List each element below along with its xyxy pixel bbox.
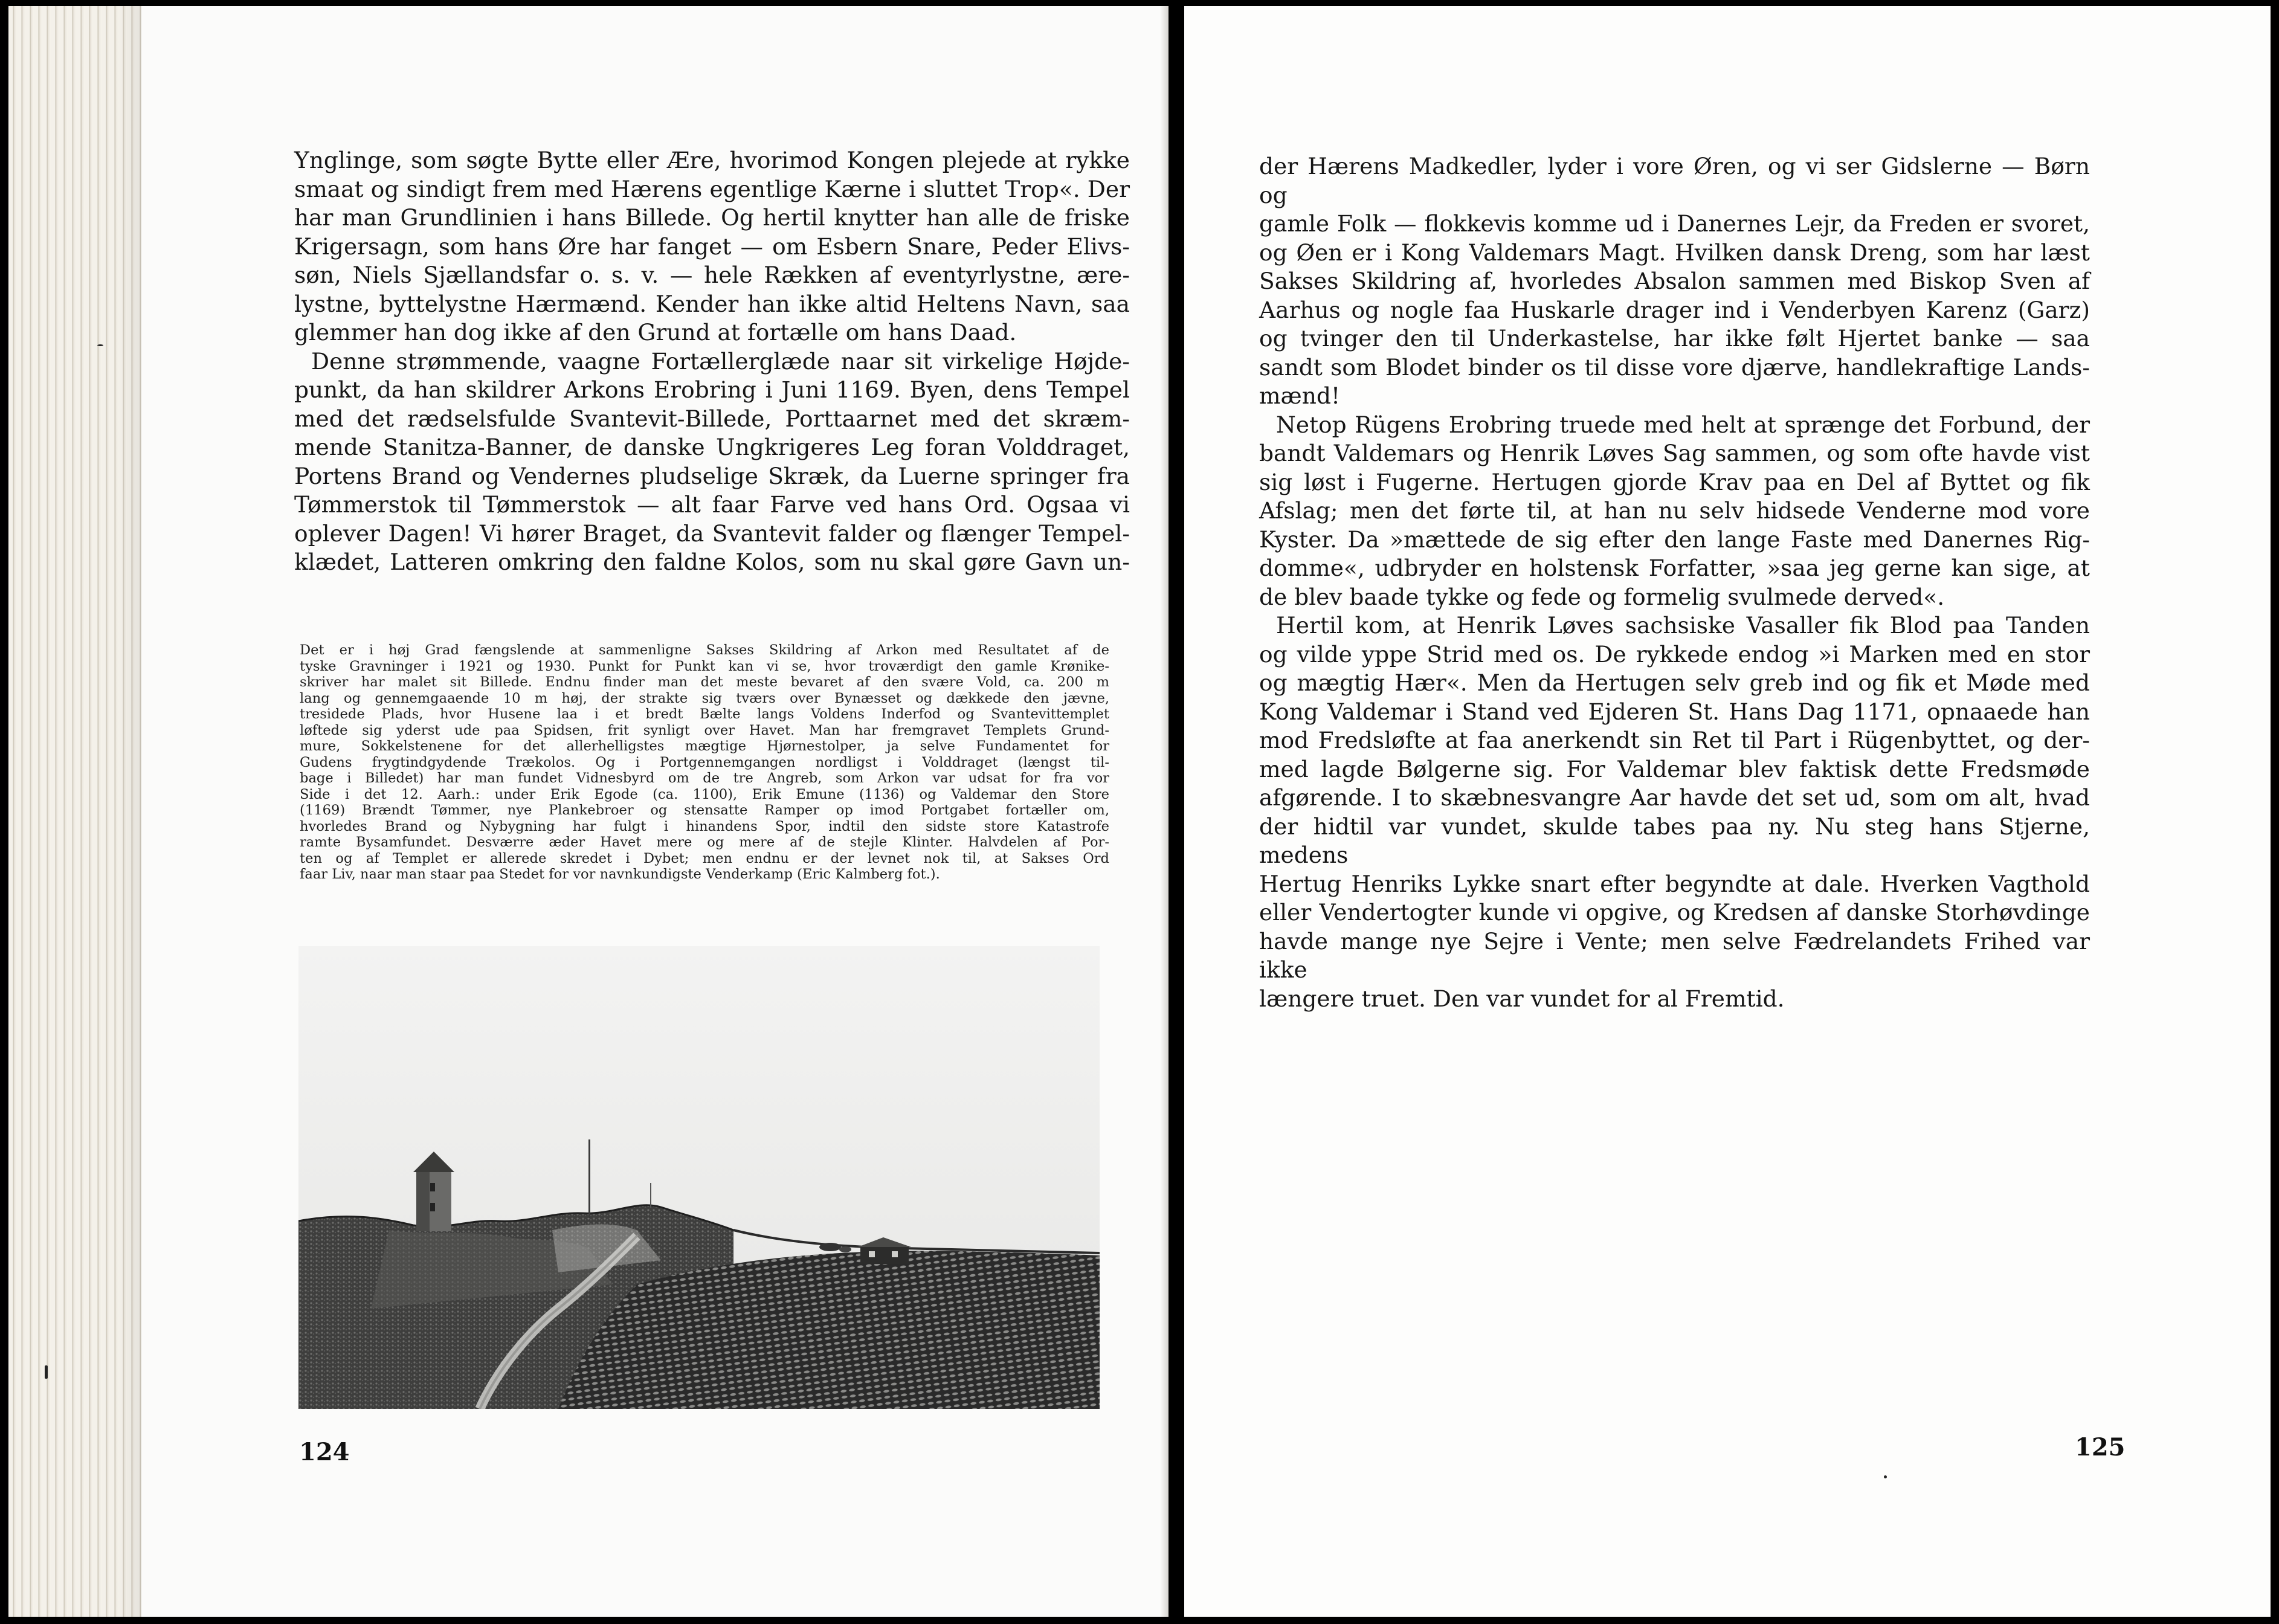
text-line: Aarhus og nogle faa Huskarle drager ind i Venderbyen Karenz (Garz) — [1259, 296, 2090, 323]
caption-line: ten og af Templet er allerede skredet i Dybet; men endnu er der levnet nok til, at Sakses Ord — [300, 850, 1109, 866]
text-line: har man Grundlinien i hans Billede. Og hertil knytter han alle de friske — [294, 204, 1130, 231]
caption-line: mure, Sokkelstenene for det allerhelligstes mægtige Hjørnestolper, ja selve Fundamentet for — [300, 738, 1109, 754]
text-line: med det rædselsfulde Svantevit-Billede, Porttaarnet med det skræm- — [294, 405, 1130, 432]
paper-speck — [45, 1365, 48, 1379]
text-line: Hertil kom, at Henrik Løves sachsiske Vasaller fik Blod paa Tanden — [1276, 612, 2090, 639]
gutter-shadow — [1160, 6, 1169, 1617]
text-line: havde mange nye Sejre i Vente; men selve Fædrelandets Frihed var ikke — [1259, 927, 2090, 983]
caption-line: tyske Gravninger i 1921 og 1930. Punkt for Punkt kan vi se, hvor troværdigt den gamle Krønike- — [300, 658, 1109, 674]
text-line: Afslag; men det førte til, at han nu selv hidsede Venderne mod vore — [1259, 497, 2090, 524]
text-line: Denne strømmende, vaagne Fortællerglæde naar sit virkelige Højde- — [311, 347, 1130, 375]
text-line: mod Fredsløfte at faa anerkendt sin Ret til Part i Rügenbyttet, og der- — [1259, 727, 2090, 753]
text-line: der Hærens Madkedler, lyder i vore Øren, og vi ser Gidslerne — Børn og — [1259, 153, 2090, 208]
text-line: der hidtil var vundet, skulde tabes paa ny. Nu steg hans Stjerne, medens — [1259, 813, 2090, 868]
paper-speck — [1884, 1475, 1887, 1478]
caption-line: bage i Billedet) har man fundet Vidnesbyrd om de tre Angreb, som Arkon var udsat for fra vor — [300, 770, 1109, 786]
text-line: Krigersagn, som hans Øre har fanget — om Esbern Snare, Peder Elivs- — [294, 233, 1130, 260]
caption-line: tresidede Plads, hvor Husene laa i et bredt Bælte langs Voldens Inderfod og Svantevittemplet — [300, 706, 1109, 722]
text-line: sig løst i Fugerne. Hertugen gjorde Krav paa en Del af Byttet og fik — [1259, 468, 2090, 495]
text-line: Netop Rügens Erobring truede med helt at sprænge det Forbund, der — [1276, 411, 2090, 438]
text-line: Ynglinge, som søgte Bytte eller Ære, hvorimod Kongen plejede at rykke — [294, 147, 1130, 173]
text-line: Sakses Skildring af, hvorledes Absalon sammen med Biskop Sven af — [1259, 268, 2090, 294]
text-line: mende Stanitza-Banner, de danske Ungkrigeres Leg foran Volddraget, — [294, 434, 1130, 460]
text-line: sandt som Blodet binder os til disse vore djærve, handlekraftige Lands- — [1259, 353, 2090, 381]
caption-line: (1169) Brændt Tømmer, nye Plankebroer og stensatte Ramper op imod Portgabet fortæller om, — [300, 802, 1109, 818]
text-line: og Øen er i Kong Valdemars Magt. Hvilken dansk Dreng, som har læst — [1259, 239, 2090, 266]
text-line: længere truet. Den var vundet for al Fremtid. — [1259, 985, 1785, 1012]
left-page — [8, 6, 1169, 1617]
caption-line: lang og gennemgaaende 10 m høj, der strakte sig tværs over Bynæsset og dækkede den jævne, — [300, 690, 1109, 706]
text-line: og mægtig Hær«. Men da Hertugen selv greb ind og fik et Møde med — [1259, 669, 2090, 696]
text-line: eller Vendertogter kunde vi opgive, og Kredsen af danske Storhøvdinge — [1259, 899, 2090, 926]
arkona-photo — [298, 946, 1100, 1409]
paragraph — [1259, 611, 2090, 1013]
text-line: søn, Niels Sjællandsfar o. s. v. — hele Rækken af eventyrlystne, ære- — [294, 262, 1130, 288]
text-line: og vilde yppe Strid med os. De rykkede endog »i Marken med en stor — [1259, 640, 2090, 668]
text-line: lystne, byttelystne Hærmænd. Kender han ikke altid Heltens Navn, saa — [294, 290, 1130, 317]
paper-speck — [97, 344, 103, 346]
left-body-text — [294, 146, 1130, 577]
text-line: gamle Folk — flokkevis komme ud i Danernes Lejr, da Freden er svoret, — [1259, 210, 2090, 237]
caption-line: Det er i høj Grad fængslende at sammenligne Sakses Skildring af Arkon med Resultatet af de — [300, 642, 1109, 658]
text-line: Hertug Henriks Lykke snart efter begyndte at dale. Hverken Vagthold — [1259, 870, 2090, 897]
caption-line: Side i det 12. Aarh.: under Erik Egode (ca. 1100), Erik Emune (1136) og Valdemar den Store — [300, 786, 1109, 802]
text-line: domme«, udbryder en holstensk Forfatter, »saa jeg gerne kan sige, at — [1259, 555, 2090, 581]
caption-line: løftede sig yderst ude paa Spidsen, frit synligt over Havet. Man har fremgravet Templets Grund- — [300, 722, 1109, 738]
text-line: med lagde Bølgerne sig. For Valdemar blev faktisk dette Fredsmøde — [1259, 755, 2090, 782]
right-body-text — [1259, 152, 2090, 1013]
text-line: Portens Brand og Vendernes pludselige Skræk, da Luerne springer fra — [294, 462, 1130, 489]
paragraph — [1259, 411, 2090, 612]
photo-caption — [300, 642, 1109, 883]
text-line: Kyster. Da »mættede de sig efter den lange Faste med Danernes Rig- — [1259, 526, 2090, 553]
paragraph — [294, 347, 1130, 577]
paragraph — [1259, 152, 2090, 411]
page-number: 125 — [2075, 1433, 2126, 1461]
caption-line: Gudens frygtindgydende Trækolos. Og i Portgennemgangen nordligst i Volddraget (længst til- — [300, 754, 1109, 770]
text-line: mænd! — [1259, 382, 1341, 409]
paragraph — [294, 146, 1130, 347]
text-line: glemmer han dog ikke af den Grund at fortælle om hans Daad. — [294, 319, 1017, 346]
page-number: 124 — [299, 1438, 350, 1466]
caption-line: faar Liv, naar man staar paa Stedet for vor navnkundigste Venderkamp (Eric Kalmberg fot.). — [300, 866, 940, 882]
text-line: Kong Valdemar i Stand ved Ejderen St. Hans Dag 1171, opnaaede han — [1259, 698, 2090, 725]
text-line: Tømmerstok til Tømmerstok — alt faar Farve ved hans Ord. Ogsaa vi — [294, 491, 1130, 518]
text-line: afgørende. I to skæbnesvangre Aar havde det set ud, som om alt, hvad — [1259, 784, 2090, 811]
page-edges — [8, 6, 141, 1617]
text-line: bandt Valdemars og Henrik Løves Sag sammen, og som ofte havde vist — [1259, 440, 2090, 466]
caption-line: ramte Bysamfundet. Desværre æder Havet mere og mere af de stejle Klinter. Halvdelen af Por- — [300, 834, 1109, 850]
text-line: og tvinger den til Underkastelse, har ikke følt Hjertet banke — saa — [1259, 325, 2090, 352]
right-page — [1184, 6, 2271, 1617]
text-line: oplever Dagen! Vi hører Braget, da Svantevit falder og flænger Tempel- — [294, 520, 1130, 547]
caption-line: hvorledes Brand og Nybygning har fulgt i hinandens Spor, indtil den sidste store Katastrofe — [300, 818, 1109, 834]
text-line: klædet, Latteren omkring den faldne Kolos, som nu skal gøre Gavn un- — [294, 549, 1130, 575]
text-line: smaat og sindigt frem med Hærens egentlige Kærne i sluttet Trop«. Der — [294, 175, 1130, 202]
caption-line: skriver har malet sit Billede. Endnu finder man det meste bevaret af den svære Vold, ca. 200 m — [300, 674, 1109, 690]
text-line: punkt, da han skildrer Arkons Erobring i Juni 1169. Byen, dens Tempel — [294, 376, 1130, 403]
text-line: de blev baade tykke og fede og formelig svulmede derved«. — [1259, 583, 1945, 610]
